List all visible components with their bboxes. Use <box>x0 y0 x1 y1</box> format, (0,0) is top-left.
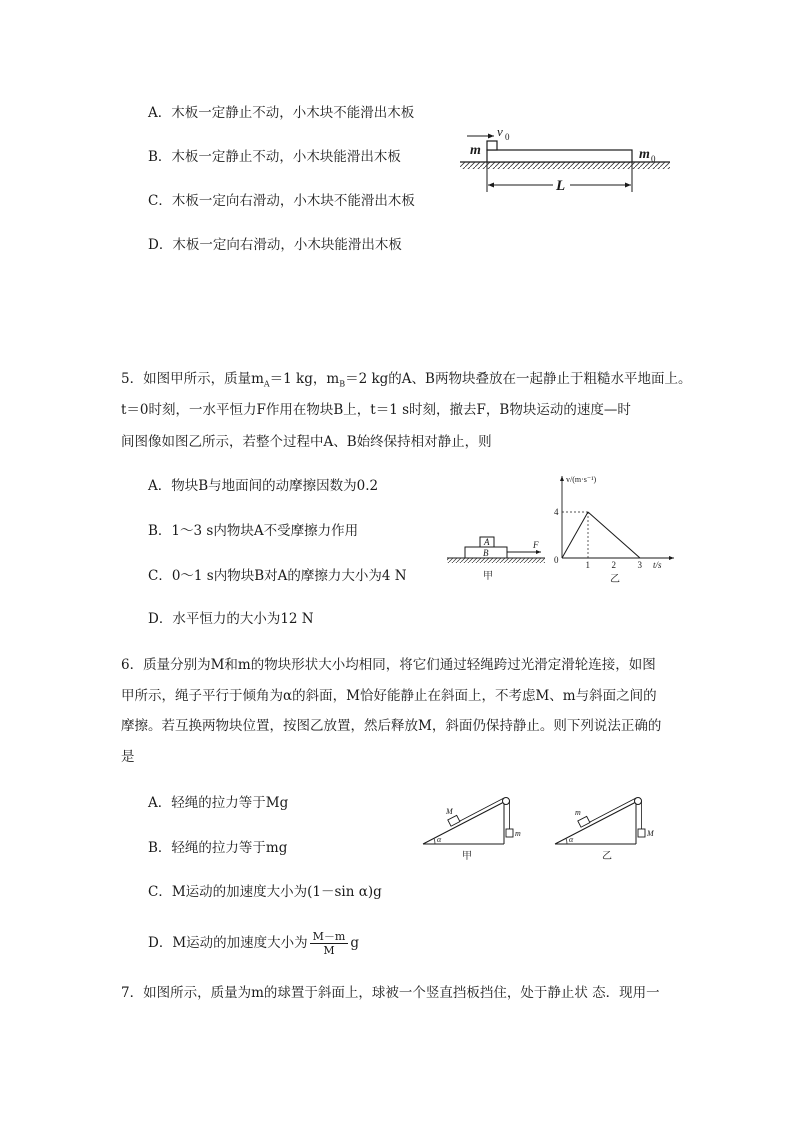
x-tick-label: 2 <box>611 560 616 570</box>
x-tick-label: 3 <box>637 560 642 570</box>
angle-label: α <box>569 835 574 844</box>
q6-stem-line-3: 摩擦。若互换两物块位置，按图乙放置，然后释放M，斜面仍保持静止。则下列说法正确的 <box>121 718 662 734</box>
block-label: m <box>470 143 481 158</box>
slope-block-label: m <box>575 808 581 817</box>
q4-board-figure <box>455 122 680 197</box>
q5-option-d: D．水平恒力的大小为12 N <box>148 611 314 627</box>
hanging-block-label: m <box>515 829 521 838</box>
q6-stem-line-4: 是 <box>121 749 135 765</box>
ground-hatch <box>460 162 670 169</box>
q6-option-a: A．轻绳的拉力等于Mg <box>148 795 289 811</box>
q5-option-a: A．物块B与地面间的动摩擦因数为0.2 <box>148 478 379 494</box>
q5-option-c: C．0～1 s内物块B对A的摩擦力大小为4 N <box>148 568 407 584</box>
hanging-block-label: M <box>647 829 654 838</box>
q5-vt-graph <box>550 468 680 588</box>
q6-incline-figure-yi <box>552 792 664 864</box>
q4-option-a: A．木板一定静止不动，小木块不能滑出木板 <box>148 105 415 121</box>
slope-block-label: M <box>446 807 453 816</box>
y-tick-label: 4 <box>554 507 559 517</box>
slope-block <box>578 816 590 827</box>
incline-surface <box>423 802 504 844</box>
board <box>487 150 632 162</box>
origin-label: 0 <box>554 555 559 565</box>
q5-option-b: B．1～3 s内物块A不受摩擦力作用 <box>148 523 359 539</box>
hanging-block <box>506 829 513 837</box>
q6-incline-figure-jia <box>420 792 532 864</box>
q5-stem-line-3: 间图像如图乙所示，若整个过程中A、B始终保持相对静止，则 <box>121 434 492 450</box>
vt-line-decelerate <box>588 512 640 558</box>
q4-option-b: B．木板一定静止不动，小木块能滑出木板 <box>148 149 401 165</box>
caption: 甲 <box>483 571 493 582</box>
angle-label: α <box>437 835 442 844</box>
caption: 乙 <box>610 574 620 585</box>
caption: 乙 <box>602 851 612 862</box>
hanging-block <box>638 829 645 837</box>
length-label: L <box>556 178 566 194</box>
block-a-label: A <box>484 537 490 547</box>
q5-blocks-figure <box>445 530 550 585</box>
rope <box>460 798 504 821</box>
block-b-label: B <box>483 548 489 558</box>
board-label: m <box>639 147 650 162</box>
board-sub: 0 <box>651 154 656 164</box>
vt-line-accelerate <box>562 512 588 558</box>
small-block <box>487 141 497 150</box>
q7-stem-line-1: 7．如图所示，质量为m的球置于斜面上，球被一个竖直挡板挡住，处于静止状 态．现用一 <box>121 985 660 1001</box>
caption: 甲 <box>462 851 472 862</box>
velocity-arrowhead <box>488 134 494 139</box>
incline-surface <box>555 802 636 844</box>
q6-option-c: C．M运动的加速度大小为(1－sin α)g <box>148 884 382 900</box>
q5-stem-line-1: 5．如图甲所示，质量$m_A=1$ kg，$m_B=2$ kg的A、B两物块叠放在一起静止于粗糙水平地面上。 <box>121 371 692 389</box>
force-label: F <box>533 540 539 550</box>
velocity-sub: 0 <box>505 132 510 142</box>
mass-ratio-fraction: $\frac{M-m}{M}$ <box>310 930 349 957</box>
x-tick-label: 1 <box>585 560 590 570</box>
x-axis-label: t/s <box>653 560 662 570</box>
rope <box>590 798 636 822</box>
q6-option-b: B．轻绳的拉力等于mg <box>148 840 288 856</box>
q5-stem-line-2: t＝0时刻，一水平恒力F作用在物块B上，t＝1 s时刻，撤去F，B物块运动的速度—时 <box>121 402 631 418</box>
slope-block <box>448 815 460 826</box>
q6-option-d: D．M运动的加速度大小为 $\frac{M-m}{M}$ g <box>148 930 360 957</box>
q6-stem-line-1: 6．质量分别为M和m的物块形状大小均相同，将它们通过轻绳跨过光滑定滑轮连接，如图 <box>121 657 656 673</box>
q6-stem-line-2: 甲所示，绳子平行于倾角为α的斜面，M恰好能静止在斜面上，不考虑M、m与斜面之间的 <box>121 688 657 704</box>
y-axis-label: v/(m·s⁻¹) <box>566 475 597 484</box>
q4-option-c: C．木板一定向右滑动，小木块不能滑出木板 <box>148 193 415 209</box>
velocity-label: v <box>497 124 503 139</box>
ground-hatch <box>447 558 545 563</box>
q4-option-d: D．木板一定向右滑动，小木块能滑出木板 <box>148 237 402 253</box>
